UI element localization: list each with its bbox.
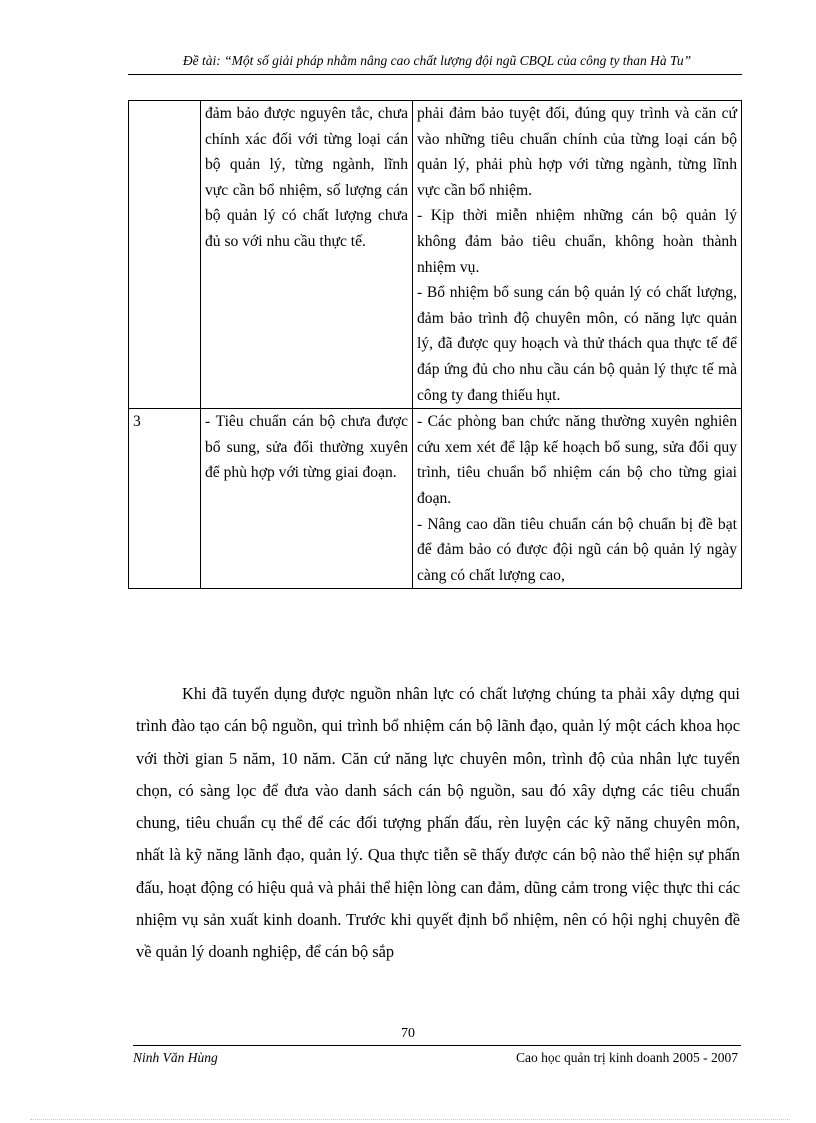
header-rule [128, 74, 742, 75]
solutions-table [128, 100, 742, 589]
table-row [129, 409, 742, 589]
row-number-cell [129, 101, 201, 409]
body-paragraph: Khi đã tuyển dụng được nguồn nhân lực có chất lượng chúng ta phải xây dựng qui trình đào tạo cán bộ nguồn, qui trình bổ nhiệm cán bộ lãnh đạo, quản lý một cách khoa học với thời gian 5 năm, 10 năm. Căn cứ năng lực chuyên môn, trình độ của nhân lực tuyển chọn, có sàng lọc để đưa vào danh sách cán bộ nguồn, sau đó xây dựng các tiêu chuẩn chung, tiêu chuẩn cụ thể để các đối tượng phấn đấu, rèn luyện các kỹ năng chuyên môn, nhất là kỹ năng lãnh đạo, quản lý. Qua thực tiễn sẽ thấy được cán bộ nào thể hiện sự phấn đấu, hoạt động có hiệu quả và phải thể hiện lòng can đảm, dũng cảm trong việc thực thi các nhiệm vụ sản xuất kinh doanh. Trước khi quyết định bổ nhiệm, nên có hội nghị chuyên đề về quản lý doanh nghiệp, để cán bộ sắp [136, 684, 740, 962]
issue-cell: đảm bảo được nguyên tắc, chưa chính xác đối với từng loại cán bộ quản lý, từng ngành, lĩnh vực cần bổ nhiệm, số lượng cán bộ quản lý có chất lượng chưa đủ so với nhu cầu thực tế. [201, 101, 413, 409]
solution-item: phải đảm bảo tuyệt đối, đúng quy trình và căn cứ vào những tiêu chuẩn chính của từng loại cán bộ quản lý, phải phù hợp với từng ngành, từng lĩnh vực cần bổ nhiệm. [417, 105, 737, 199]
row-number-cell: 3 [129, 409, 201, 589]
footer-author: Ninh Văn Hùng [133, 1050, 218, 1065]
page-number: 70 [401, 1026, 415, 1041]
solution-cell [413, 409, 742, 589]
issue-cell: - Tiêu chuẩn cán bộ chưa được bổ sung, sửa đổi thường xuyên để phù hợp với từng giai đoạn. [201, 409, 413, 589]
table-row [129, 101, 742, 409]
solution-item: - Nâng cao dần tiêu chuẩn cán bộ chuẩn bị đề bạt để đảm bảo có được đội ngũ cán bộ quản lý ngày càng có chất lượng cao, [417, 515, 737, 584]
page-header-title: Đề tài: “Một số giải pháp nhằm nâng cao chất lượng đội ngũ CBQL của công ty than Hà Tu” [182, 53, 692, 68]
solution-item: - Các phòng ban chức năng thường xuyên nghiên cứu xem xét để lập kế hoạch bổ sung, sửa đổi quy trình, tiêu chuẩn bổ nhiệm cán bộ cho từng giai đoạn. [417, 413, 737, 507]
footer-rule [133, 1045, 741, 1046]
solution-item: - Bổ nhiệm bổ sung cán bộ quản lý có chất lượng, đảm bảo trình độ chuyên môn, có năng lực quản lý, đã được quy hoạch và thử thách qua thực tế để đáp ứng đủ cho nhu cầu cán bộ quản lý thực tế mà công ty đang thiếu hụt. [417, 284, 737, 404]
footer-program: Cao học quản trị kinh doanh 2005 - 2007 [516, 1050, 738, 1065]
solution-item: - Kịp thời miễn nhiệm những cán bộ quản lý không đảm bảo tiêu chuẩn, không hoàn thành nhiệm vụ. [417, 207, 737, 276]
solution-cell [413, 101, 742, 409]
page-edge-divider [30, 1119, 790, 1120]
